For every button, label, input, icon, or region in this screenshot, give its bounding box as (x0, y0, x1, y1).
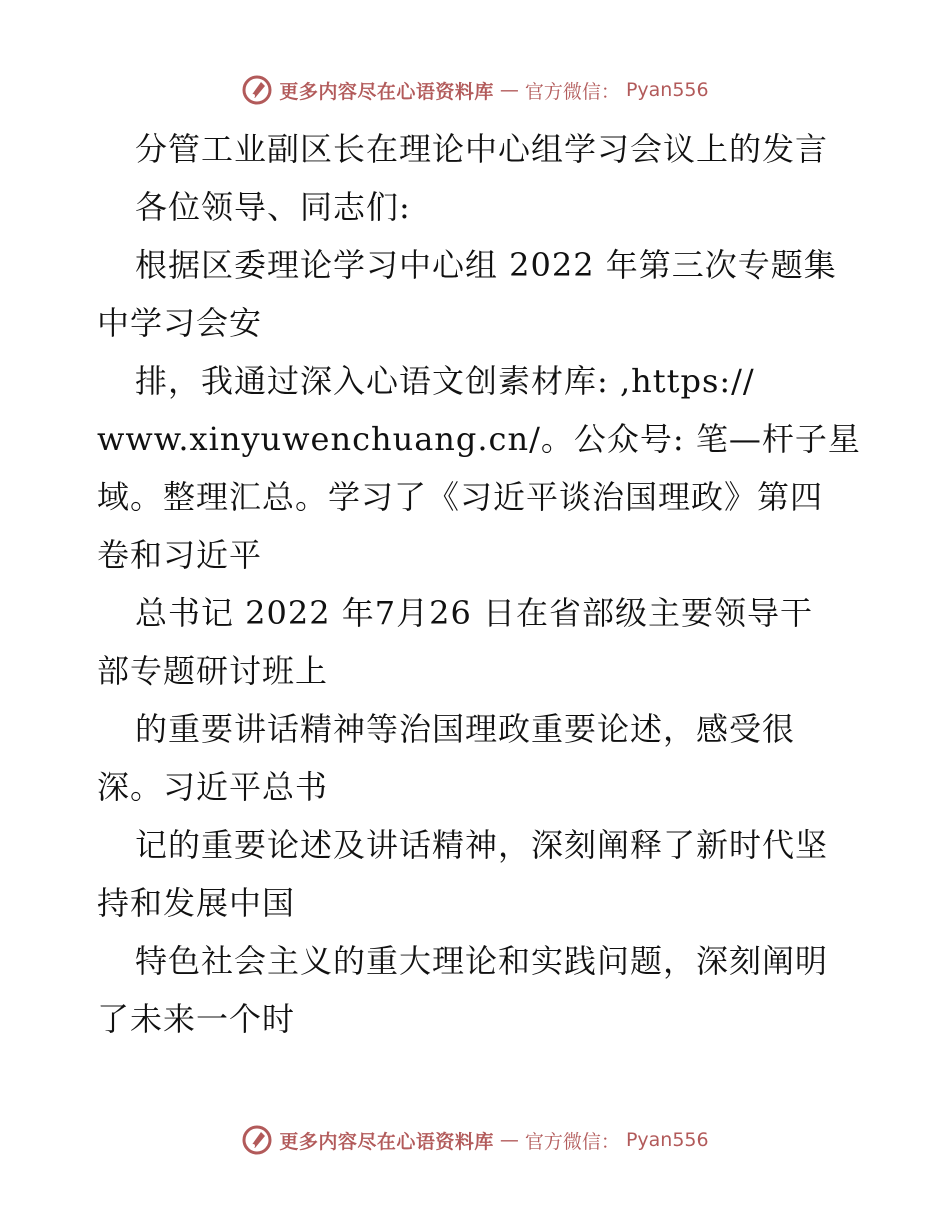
banner-wechat-label: 官方微信： (524, 1130, 620, 1153)
header-banner (0, 70, 950, 110)
paragraph-line: 了未来一个时 (97, 1000, 296, 1038)
banner-wechat-id: Pyan556 (625, 1129, 709, 1151)
paragraph-line: 总书记 2022 年7月26 日在省部级主要领导干 (135, 594, 814, 632)
paragraph-line: 的重要讲话精神等治国理政重要论述，感受很 (135, 710, 796, 748)
paragraph-line: 卷和习近平 (97, 536, 263, 574)
banner-site-text: 更多内容尽在心语资料库 (279, 80, 494, 103)
paragraph-line: 中学习会安 (97, 304, 263, 342)
banner-separator: — (499, 79, 519, 101)
footer-banner (0, 1120, 950, 1160)
header-banner-content (241, 74, 708, 106)
paragraph-line: 特色社会主义的重大理论和实践问题，深刻阐明 (135, 942, 829, 980)
footer-banner-content (241, 1124, 708, 1156)
paragraph-line: www.xinyuwenchuang.cn/。公众号: 笔—杆子星 (97, 420, 861, 458)
banner-site-text: 更多内容尽在心语资料库 (279, 1130, 494, 1153)
paragraph-line: 持和发展中国 (97, 884, 296, 922)
paragraph-line: 域。整理汇总。学习了《习近平谈治国理政》第四 (97, 478, 824, 516)
pen-nib-logo-icon (241, 1124, 273, 1156)
banner-wechat-id: Pyan556 (625, 79, 709, 101)
pen-nib-logo-icon (241, 74, 273, 106)
banner-wechat-label: 官方微信： (524, 80, 620, 103)
salutation: 各位领导、同志们: (135, 188, 411, 226)
paragraph-line: 记的重要论述及讲话精神，深刻阐释了新时代坚 (135, 826, 829, 864)
paragraph-line: 深。习近平总书 (97, 768, 329, 806)
document-title: 分管工业副区长在理论中心组学习会议上的发言 (135, 130, 829, 168)
banner-separator: — (499, 1129, 519, 1151)
document-body (97, 120, 861, 1048)
paragraph-line: 根据区委理论学习中心组 2022 年第三次专题集 (135, 246, 837, 284)
paragraph-line: 部专题研讨班上 (97, 652, 329, 690)
paragraph-line: 排，我通过深入心语文创素材库: ,https:// (135, 362, 755, 400)
